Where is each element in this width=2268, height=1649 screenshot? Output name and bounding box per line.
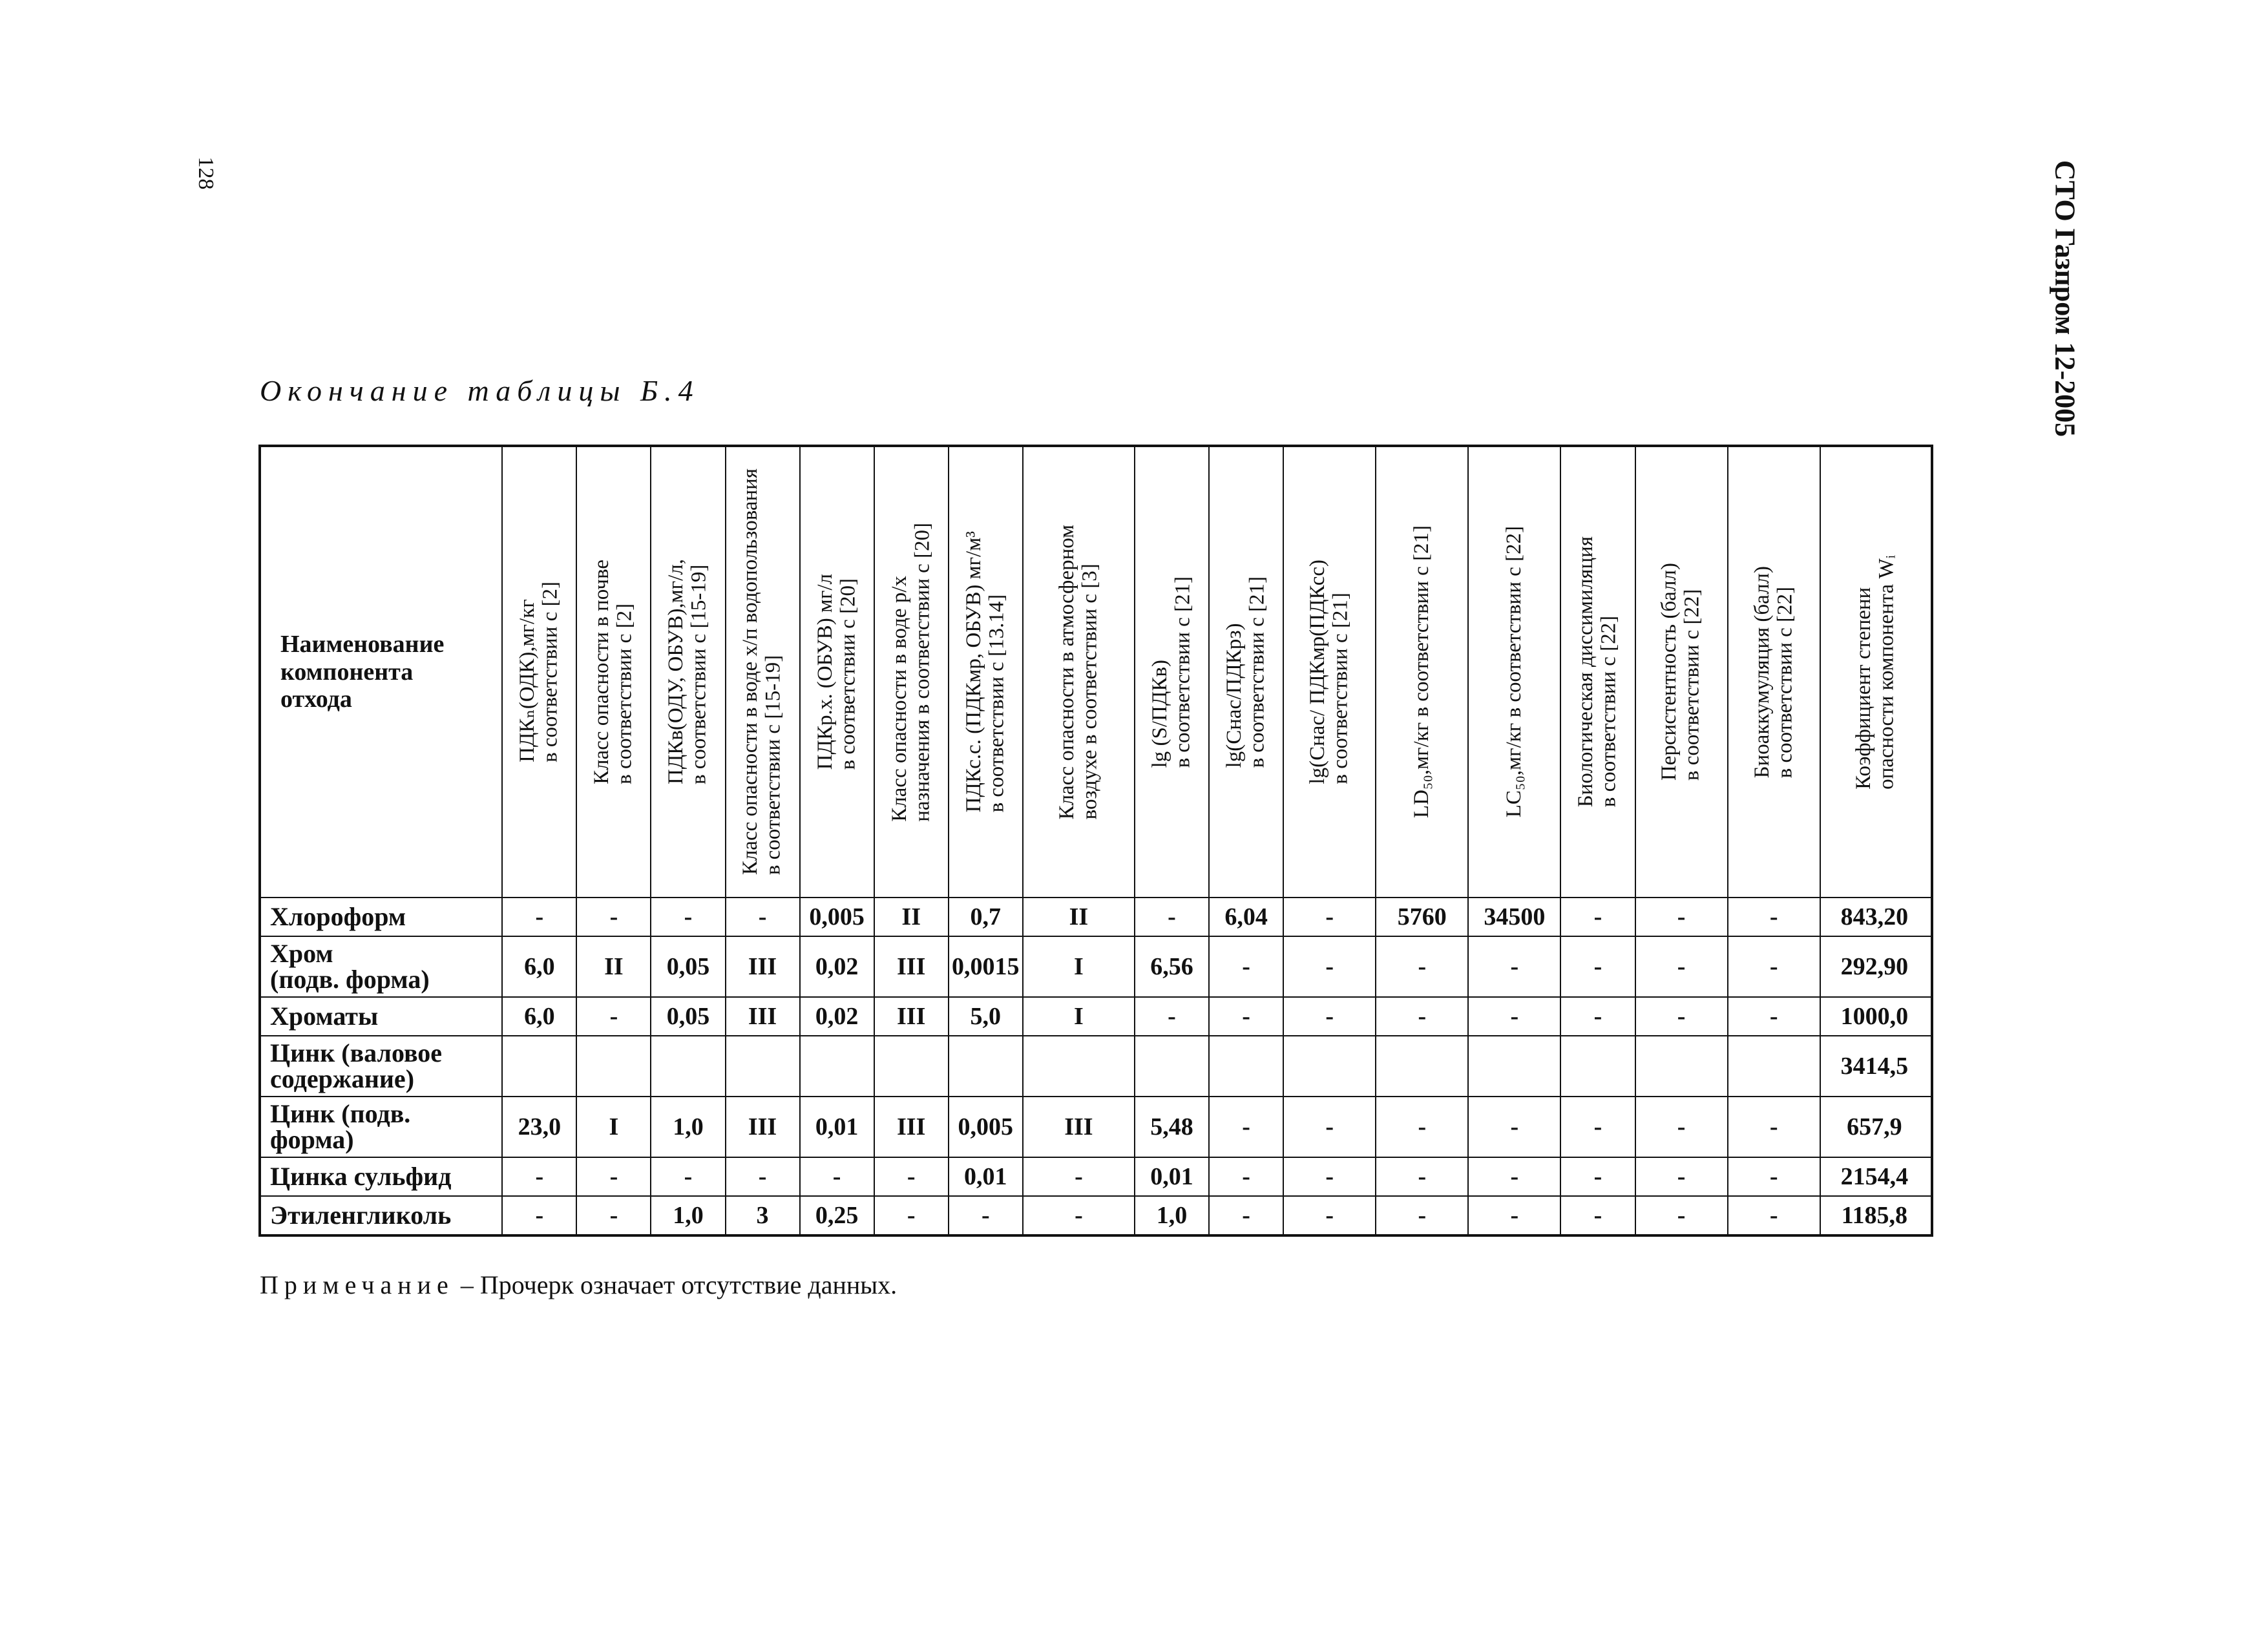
column-header [1560, 446, 1635, 898]
table-cell: 0,01 [1135, 1157, 1209, 1196]
column-header-line: Класс опасности в почве [590, 560, 614, 784]
column-header [1820, 446, 1932, 898]
component-name-cell [260, 1157, 502, 1196]
table-cell [502, 1036, 576, 1097]
table-cell: - [502, 898, 576, 936]
column-header-line: ПДКₙ(ОДК),мг/кг [516, 599, 540, 762]
table-note [260, 1270, 897, 1300]
column-header [651, 446, 725, 898]
table-cell: - [576, 898, 651, 936]
table-cell: - [1376, 1196, 1468, 1235]
document-header: СТО Газпром 12-2005 [2049, 160, 2081, 437]
column-header-line: ПДКр.х. (ОБУВ) мг/л [813, 574, 837, 770]
table-cell: 0,05 [651, 936, 725, 997]
table-cell: II [874, 898, 949, 936]
table-cell: I [576, 1097, 651, 1157]
component-name-cell [260, 997, 502, 1036]
table-cell [874, 1036, 949, 1097]
table-cell: - [1209, 997, 1283, 1036]
table-row [260, 1157, 1932, 1196]
table-caption: Окончание таблицы Б.4 [260, 374, 700, 407]
table-cell [726, 1036, 800, 1097]
component-name-cell [260, 1036, 502, 1097]
component-name-line: Цинк (валовое [270, 1038, 443, 1067]
table-cell: - [874, 1196, 949, 1235]
table-cell: - [1728, 1097, 1820, 1157]
header-line: компонента [280, 658, 414, 686]
table-cell: 2154,4 [1820, 1157, 1932, 1196]
column-header-line: в соответствии с [2] [538, 582, 562, 762]
component-name-line: Этиленгликоль [270, 1201, 452, 1230]
column-header [800, 446, 874, 898]
table-cell: - [576, 997, 651, 1036]
table-cell [1728, 1036, 1820, 1097]
table-cell: 3414,5 [1820, 1036, 1932, 1097]
component-name-cell [260, 936, 502, 997]
component-name-line: форма) [270, 1125, 354, 1154]
table-cell: 6,04 [1209, 898, 1283, 936]
column-header-line: Персистентность (балл) [1657, 563, 1681, 781]
table-cell: 34500 [1468, 898, 1560, 936]
column-header [576, 446, 651, 898]
table-cell: - [1635, 936, 1728, 997]
column-header-line: lg (S/ПДКв) [1148, 659, 1171, 768]
column-header [1283, 446, 1376, 898]
table-cell: - [1209, 936, 1283, 997]
table-row [260, 1196, 1932, 1235]
table-cell: - [651, 898, 725, 936]
table-cell: 1,0 [1135, 1196, 1209, 1235]
column-header [1209, 446, 1283, 898]
table-cell: 0,25 [800, 1196, 874, 1235]
table-cell: - [651, 1157, 725, 1196]
table-row [260, 898, 1932, 936]
column-header-line: в соответствии с [21] [1171, 576, 1195, 768]
table-cell: - [1468, 1097, 1560, 1157]
column-header [1468, 446, 1560, 898]
table-cell: - [1560, 1196, 1635, 1235]
table-cell: - [1283, 1157, 1376, 1196]
column-header-line: в соответствии с [22] [1681, 589, 1705, 781]
column-header-line: в соответствии с [21] [1328, 593, 1352, 784]
table-cell: - [1376, 1157, 1468, 1196]
table-cell: - [726, 1157, 800, 1196]
column-header [949, 446, 1023, 898]
table-cell: - [949, 1196, 1023, 1235]
table-cell: - [1560, 1097, 1635, 1157]
table-cell: 5,0 [949, 997, 1023, 1036]
table-cell: - [502, 1157, 576, 1196]
column-header-line: LC₅₀,мг/кг в соответствии с [22] [1502, 526, 1526, 818]
column-header-line: Биоаккумуляция (балл) [1750, 565, 1774, 779]
column-header [1376, 446, 1468, 898]
table-cell: 0,02 [800, 997, 874, 1036]
table-cell: 6,0 [502, 997, 576, 1036]
table-cell: - [1635, 1157, 1728, 1196]
component-name-line: Хром [270, 939, 333, 968]
table-cell: 0,05 [651, 997, 725, 1036]
table-cell: - [726, 898, 800, 936]
column-header-line: ПДКв(ОДУ, ОБУВ),мг/л, [664, 559, 688, 785]
table-cell: - [1635, 898, 1728, 936]
table-cell: 0,0015 [949, 936, 1023, 997]
table-cell: 0,005 [949, 1097, 1023, 1157]
table-cell: III [874, 936, 949, 997]
table-cell [800, 1036, 874, 1097]
table-cell: - [1376, 936, 1468, 997]
table-cell: - [1728, 1196, 1820, 1235]
table-cell: 0,01 [949, 1157, 1023, 1196]
table-cell [576, 1036, 651, 1097]
table-cell: 6,0 [502, 936, 576, 997]
table-cell: 1,0 [651, 1196, 725, 1235]
table-cell: I [1023, 936, 1135, 997]
column-header [1023, 446, 1135, 898]
column-header-line: Класс опасности в воде х/п водопользования [739, 468, 762, 876]
table-cell [1560, 1036, 1635, 1097]
table-cell [1635, 1036, 1728, 1097]
column-header-line: Биологическая диссимиляция [1574, 536, 1598, 808]
table-cell: - [1468, 1196, 1560, 1235]
table-cell: II [576, 936, 651, 997]
table-cell: - [1135, 997, 1209, 1036]
column-header-line: в соответствии с [20] [836, 578, 860, 770]
table-cell: III [726, 997, 800, 1036]
table-cell: 292,90 [1820, 936, 1932, 997]
column-header-line: Класс опасности в воде р/х [887, 575, 911, 822]
table-cell: 657,9 [1820, 1097, 1932, 1157]
column-header-line: lg(Cнас/ПДКрз) [1222, 623, 1246, 768]
table-cell: - [1023, 1196, 1135, 1235]
note-text: – Прочерк означает отсутствие данных. [454, 1270, 898, 1299]
table-cell: - [1560, 898, 1635, 936]
component-name-line: Цинка сульфид [270, 1162, 452, 1191]
table-cell: - [874, 1157, 949, 1196]
note-label: Примечание [260, 1270, 454, 1299]
table-cell: - [1635, 1196, 1728, 1235]
component-name-line: Хлороформ [270, 902, 406, 931]
table-cell: - [1283, 1097, 1376, 1157]
column-header [502, 446, 576, 898]
table-cell: - [1023, 1157, 1135, 1196]
column-header-component-name [260, 446, 502, 898]
table-cell [1135, 1036, 1209, 1097]
component-name-line: содержание) [270, 1064, 415, 1093]
table-cell: - [800, 1157, 874, 1196]
table-cell: 3 [726, 1196, 800, 1235]
table-cell [1023, 1036, 1135, 1097]
column-header-line: в соответствии с [2] [613, 604, 636, 784]
table-cell: - [1283, 898, 1376, 936]
table-cell: III [726, 936, 800, 997]
column-header [1135, 446, 1209, 898]
table-cell: 1,0 [651, 1097, 725, 1157]
table-cell: - [1635, 997, 1728, 1036]
table-cell: - [1560, 936, 1635, 997]
component-name-line: Хроматы [270, 1002, 379, 1031]
column-header-line: в соответствии с [13.14] [985, 594, 1009, 813]
table-cell: - [1376, 997, 1468, 1036]
table-cell [651, 1036, 725, 1097]
component-name-cell [260, 1196, 502, 1235]
table-cell: 6,56 [1135, 936, 1209, 997]
table-cell: - [1560, 1157, 1635, 1196]
column-header-line: Класс опасности в атмосферном [1055, 524, 1078, 820]
table-cell: - [1635, 1097, 1728, 1157]
column-header-line: воздухе в соответствии с [3] [1078, 563, 1102, 820]
table-cell: - [1209, 1196, 1283, 1235]
component-name-line: (подв. форма) [270, 965, 430, 994]
table-cell: 1185,8 [1820, 1196, 1932, 1235]
table-cell: 5,48 [1135, 1097, 1209, 1157]
column-header [726, 446, 800, 898]
header-row [260, 446, 1932, 898]
table-cell: 1000,0 [1820, 997, 1932, 1036]
table-cell: 23,0 [502, 1097, 576, 1157]
component-name-line: Цинк (подв. [270, 1099, 411, 1128]
table-cell: - [1728, 1157, 1820, 1196]
header-line: Наименование [280, 631, 445, 658]
column-header-line: в соответствии с [22] [1773, 586, 1797, 779]
column-header-line: lg(Cнас/ ПДКмр(ПДКсс) [1306, 560, 1330, 784]
column-header-line: в соответствии с [15-19] [687, 565, 711, 785]
column-header-line: опасности компонента Wᵢ [1874, 554, 1898, 790]
table-cell: 0,005 [800, 898, 874, 936]
column-header-line: ПДКс.с. (ПДКмр, ОБУВ) мг/м³ [961, 531, 985, 813]
column-header [1728, 446, 1820, 898]
table-cell: - [1209, 1157, 1283, 1196]
table-cell [1283, 1036, 1376, 1097]
page-number: 128 [194, 156, 218, 190]
table-row [260, 1097, 1932, 1157]
table-cell: - [1728, 936, 1820, 997]
table-cell: 5760 [1376, 898, 1468, 936]
column-header-line: назначения в соответствии с [20] [910, 522, 934, 822]
table-row [260, 936, 1932, 997]
table-cell: 0,02 [800, 936, 874, 997]
table-cell: - [1209, 1097, 1283, 1157]
table-cell: - [1376, 1097, 1468, 1157]
table-cell: III [726, 1097, 800, 1157]
table-cell: III [1023, 1097, 1135, 1157]
table-cell: 0,01 [800, 1097, 874, 1157]
column-header [1635, 446, 1728, 898]
table-row [260, 997, 1932, 1036]
table-cell: - [1468, 997, 1560, 1036]
table-body [260, 898, 1932, 1235]
table-cell: - [1283, 1196, 1376, 1235]
table-cell: II [1023, 898, 1135, 936]
table-cell [1468, 1036, 1560, 1097]
table-cell: - [1468, 1157, 1560, 1196]
table-cell: - [576, 1196, 651, 1235]
hazard-table [258, 445, 1933, 1237]
table-cell: - [1283, 936, 1376, 997]
column-header [874, 446, 949, 898]
component-name-cell [260, 898, 502, 936]
table-cell [1376, 1036, 1468, 1097]
table-cell: - [1560, 997, 1635, 1036]
column-header-line: в соответствии с [22] [1597, 616, 1621, 808]
table-row [260, 1036, 1932, 1097]
column-header-line: Коэффициент степени [1852, 587, 1876, 790]
column-header-line: в соответствии с [15-19] [762, 655, 786, 876]
table-cell [949, 1036, 1023, 1097]
table-cell: - [1135, 898, 1209, 936]
component-name-cell [260, 1097, 502, 1157]
table-cell: - [1283, 997, 1376, 1036]
table-cell: - [1728, 997, 1820, 1036]
header-line: отхода [280, 686, 352, 713]
table-cell [1209, 1036, 1283, 1097]
table-cell: - [502, 1196, 576, 1235]
table-cell: 843,20 [1820, 898, 1932, 936]
table-cell: 0,7 [949, 898, 1023, 936]
table-cell: I [1023, 997, 1135, 1036]
table-cell: - [1728, 898, 1820, 936]
table-cell: III [874, 997, 949, 1036]
column-header-line: в соответствии с [21] [1245, 576, 1269, 768]
table-cell: - [1468, 936, 1560, 997]
column-header-line: LD₅₀,мг/кг в соответствии с [21] [1409, 525, 1433, 819]
table-cell: - [576, 1157, 651, 1196]
table-cell: III [874, 1097, 949, 1157]
